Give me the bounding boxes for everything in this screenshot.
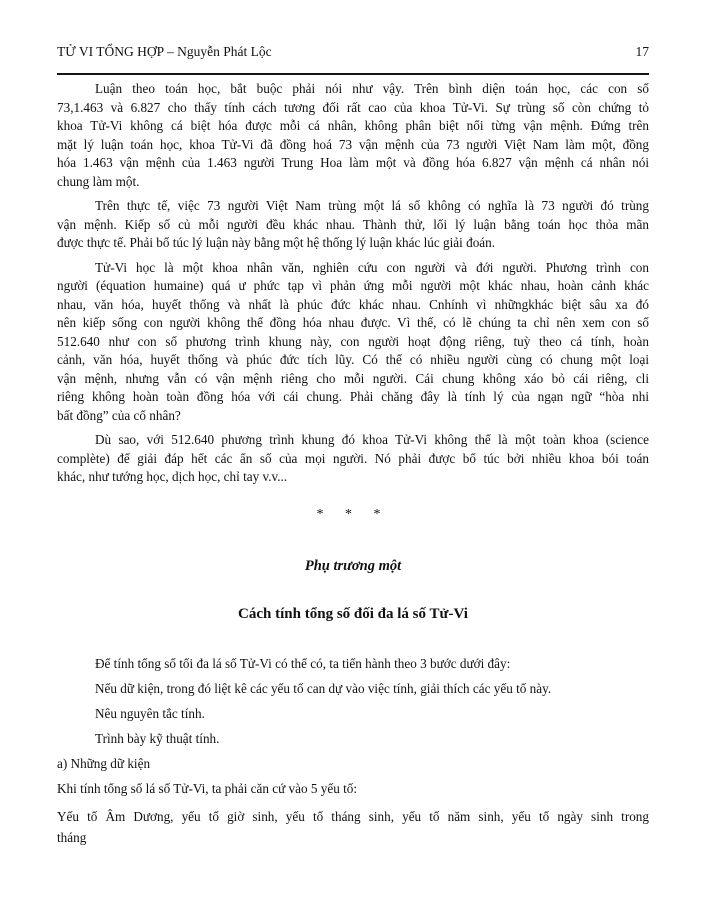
text-line: chung làm một. (57, 173, 140, 189)
factors-paragraph (57, 806, 649, 848)
text-line: khác, như tướng học, dịch học, chỉ tay v.v... (57, 469, 288, 484)
text-line: nên kiếp sống con người không thể đồng hóa nhau được. Vì thế, có lẽ chúng ta chỉ nên xem con số (57, 315, 649, 330)
step-line: Để tính tổng số tối đa lá số Tử-Vi có thể có, ta tiến hành theo 3 bước dưới đây: (95, 655, 511, 671)
appendix-subtitle: Phụ trương một (304, 557, 402, 574)
page-header (57, 44, 649, 60)
section-a-label: a) Những dữ kiện (57, 755, 151, 771)
appendix-title: Cách tính tổng số đối đa lá số Tử-Vi (238, 605, 468, 622)
step-line: Trình bày kỹ thuật tính. (95, 730, 220, 746)
text-line: Yếu tố Âm Dương, yếu tố giờ sinh, yếu tố tháng sinh, yếu tố năm sinh, yếu tố ngày sinh trong (57, 808, 649, 824)
text-line: Trên thực tế, việc 73 người Việt Nam trùng một lá số không có nghĩa là 73 người đó trùng (95, 198, 649, 213)
step-line: Nếu dữ kiện, trong đó liệt kê các yếu tố can dự vào việc tính, giải thích các yếu tố này. (95, 680, 552, 696)
section-separator-stars: * * * (316, 506, 390, 522)
text-line: Tử-Vi học là một khoa nhân văn, nghiên cứu con người và đới người. Phương trình con (95, 259, 649, 275)
text-line: được thực tế. Phải bổ túc lý luận này bằng một hệ thống lý luận khác lúc giải đoán. (57, 235, 496, 250)
paragraph (57, 431, 649, 487)
paragraph (57, 80, 649, 191)
paragraph (57, 197, 649, 253)
text-line: nhau, văn hóa, huyết thống và nhất là phúc đức khác nhau. Cnhính vì nhữngkhác biệt sâu xa đó (57, 296, 649, 312)
section-a-intro: Khi tính tổng số lá số Tử-Vi, ta phải căn cứ vào 5 yếu tố: (57, 780, 358, 796)
section-a (57, 756, 649, 848)
text-line: tháng (57, 829, 87, 845)
steps-list (57, 656, 649, 747)
page-number: 17 (635, 44, 649, 59)
text-line: vận mệnh, nhưng vẫn có vận mệnh riêng cho mỗi người. Cái chung không xáo bỏ cái riêng, cli (57, 370, 649, 386)
text-line: Dù sao, với 512.640 phương trình khung đó khoa Tử-Vi không thể là một toàn khoa (science (95, 432, 649, 447)
text-line: mặt lý luận toán học, khoa Tử-Vi đã đồng hoá 73 vận mệnh của 73 người Việt Nam làm một, đồng (57, 136, 649, 152)
paragraph (57, 259, 649, 426)
running-title: TỬ VI TỔNG HỢP – Nguyễn Phát Lộc (57, 44, 272, 59)
text-line: người (équation humaine) quá ư phức tạp vì phản ứng mỗi người một khác nhau, hoàn cảnh khác (57, 278, 649, 293)
text-line: bất đồng” của cổ nhân? (57, 407, 181, 423)
page-body (57, 80, 649, 848)
text-line: 73,1.463 và 6.827 cho thấy tính cách tương đối rất cao của khoa Tử-Vi. Sự trùng số còn chứng tỏ (57, 99, 649, 115)
text-line: vận mệnh. Kiếp số củ mỗi người đều khác nhau. Thành thử, lối lý luận bằng toán học thỏa mãn (57, 216, 649, 232)
text-line: 512.640 như con số phương trình khung này, con người hoạt động riêng, tuỳ theo cá tính, hoàn (57, 333, 649, 349)
header-rule (57, 73, 649, 75)
step-line: Nêu nguyên tắc tính. (95, 705, 205, 721)
text-line: complète) để giải đáp hết các ẩn số của mọi người. Nó phải được bổ túc bởi nhiều khoa bói toán (57, 450, 649, 466)
text-line: Luận theo toán học, bắt buộc phải nói như vậy. Trên bình diện toán học, các con số (95, 81, 649, 96)
text-line: hóa 1.463 vận mệnh của 1.463 người Trung Hoa làm một và đồng hóa 6.827 vận mệnh cá nhân nói (57, 155, 649, 170)
text-line: cảnh, văn hóa, huyết thống và phúc đức tích lũy. Có thể có nhiều người cùng có chung một loại (57, 352, 649, 367)
text-line: riêng không hoàn toàn đồng hóa với cái chung. Phải chăng đây là tính lý của ngạn ngữ “hòa nhi (57, 389, 649, 404)
text-line: khoa Tử-Vi không cá biệt hóa được mỗi cá nhân, không phân biệt nổi từng vận mệnh. Đứng trên (57, 118, 649, 133)
